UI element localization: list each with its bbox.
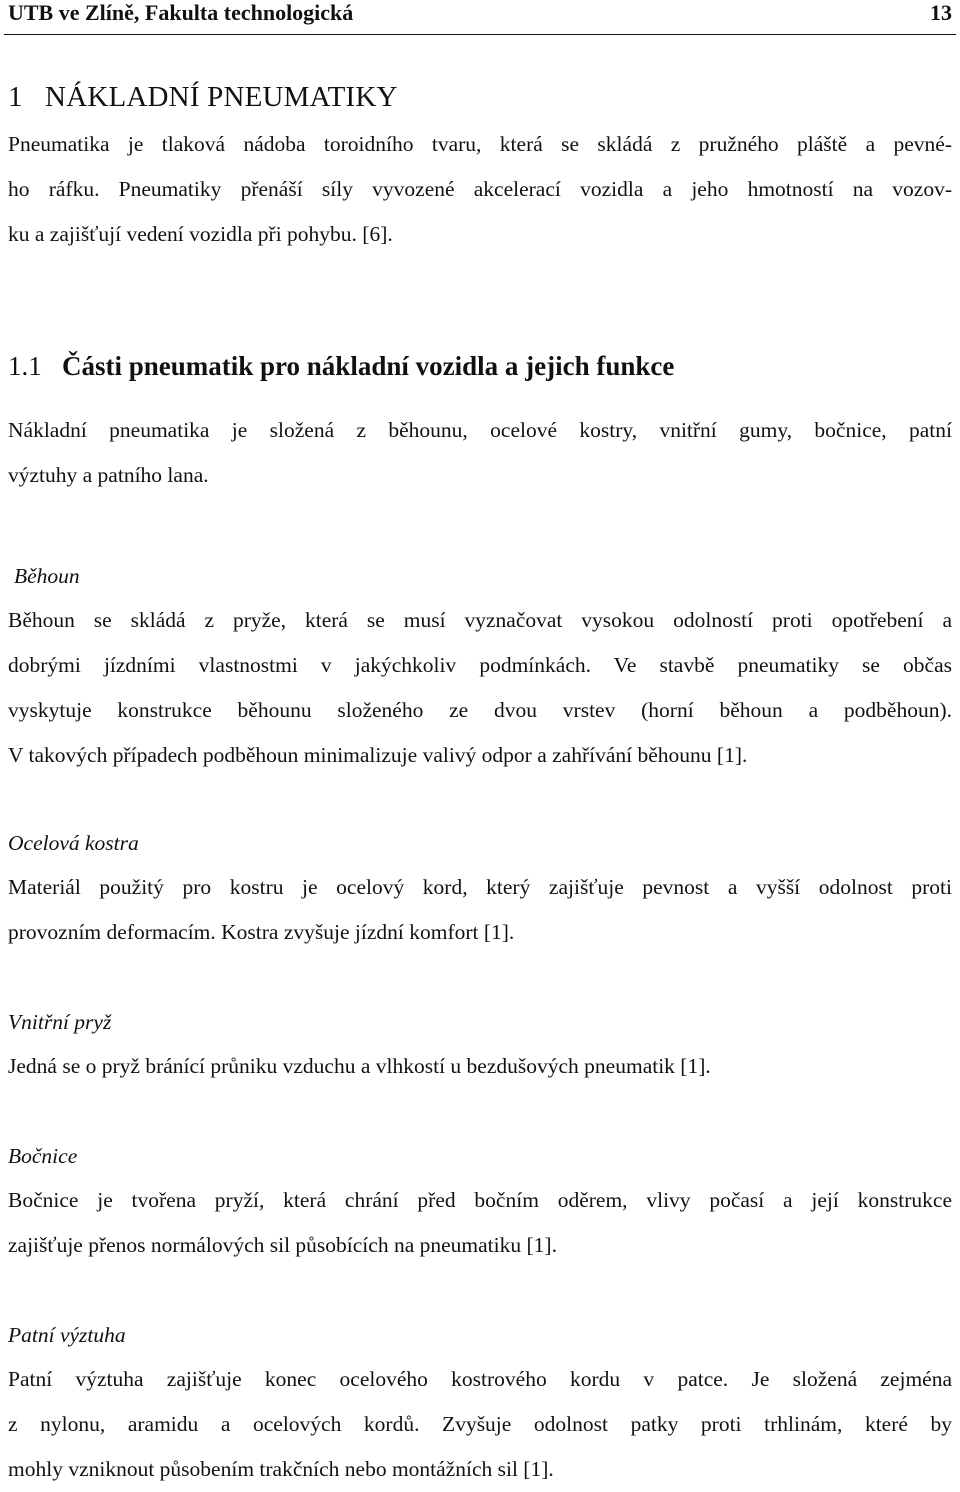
paragraph-line: Bočnice je tvořena pryží, která chrání před bočním oděrem, vlivy počasí a její konstrukce <box>8 1188 952 1212</box>
subheading-bocnice: Bočnice <box>8 1144 78 1168</box>
paragraph-line: vyskytuje konstrukce běhounu složeného ze dvou vrstev (horní běhoun a podběhoun). <box>8 698 952 722</box>
paragraph-line: ku a zajišťují vedení vozidla při pohybu. [6]. <box>8 222 393 246</box>
running-header <box>8 0 952 30</box>
intro-paragraph <box>8 122 952 257</box>
paragraph-line: z nylonu, aramidu a ocelových kordů. Zvyšuje odolnost patky proti trhlinám, které by <box>8 1412 952 1436</box>
paragraph-line: Pneumatika je tlaková nádoba toroidního tvaru, která se skládá z pružného pláště a pevné- <box>8 132 952 156</box>
vnitrni-pryz-paragraph <box>8 1044 952 1089</box>
paragraph-line: zajišťuje přenos normálových sil působících na pneumatiku [1]. <box>8 1233 557 1257</box>
subheading-ocelova-kostra: Ocelová kostra <box>8 831 139 855</box>
section-intro-paragraph <box>8 408 952 498</box>
header-rule <box>4 34 956 35</box>
section-title <box>8 349 674 383</box>
paragraph-line: dobrými jízdními vlastnostmi v jakýchkoliv podmínkách. Ve stavbě pneumatiky se občas <box>8 653 952 677</box>
paragraph-line: Patní výztuha zajišťuje konec ocelového kostrového kordu v patce. Je složená zejména <box>8 1367 952 1391</box>
kostra-paragraph <box>8 865 952 955</box>
bocnice-paragraph <box>8 1178 952 1268</box>
chapter-title: 1 NÁKLADNÍ PNEUMATIKY <box>8 81 398 113</box>
paragraph-line: Běhoun se skládá z pryže, která se musí vyznačovat vysokou odolností proti opotřebení a <box>8 608 952 632</box>
subheading-behoun: Běhoun <box>14 564 80 588</box>
paragraph-line: Materiál použitý pro kostru je ocelový kord, který zajišťuje pevnost a vyšší odolnost proti <box>8 875 952 899</box>
paragraph-line: Nákladní pneumatika je složená z běhounu, ocelové kostry, vnitřní gumy, bočnice, patní <box>8 418 952 442</box>
paragraph-line: provozním deformacím. Kostra zvyšuje jízdní komfort [1]. <box>8 920 515 944</box>
subheading-patni-vyztuha: Patní výztuha <box>8 1323 126 1347</box>
subheading-vnitrni-pryz: Vnitřní pryž <box>8 1010 112 1034</box>
patni-vyztuha-paragraph <box>8 1357 952 1492</box>
paragraph-line: výztuhy a patního lana. <box>8 463 209 487</box>
behoun-paragraph <box>8 598 952 778</box>
page-number: 13 <box>930 0 952 25</box>
section-number: 1.1 <box>8 351 42 381</box>
paragraph-line: mohly vzniknout působením trakčních nebo montážních sil [1]. <box>8 1457 554 1481</box>
paragraph-line: ho ráfku. Pneumatiky přenáší síly vyvozené akcelerací vozidla a jeho hmotností na vozov- <box>8 177 952 201</box>
header-institution: UTB ve Zlíně, Fakulta technologická <box>8 0 354 25</box>
paragraph-line: V takových případech podběhoun minimalizuje valivý odpor a zahřívání běhounu [1]. <box>8 743 748 767</box>
paragraph-line: Jedná se o pryž bránící průniku vzduchu a vlhkostí u bezdušových pneumatik [1]. <box>8 1054 711 1078</box>
section-title-text: Části pneumatik pro nákladní vozidla a jejich funkce <box>62 351 675 381</box>
